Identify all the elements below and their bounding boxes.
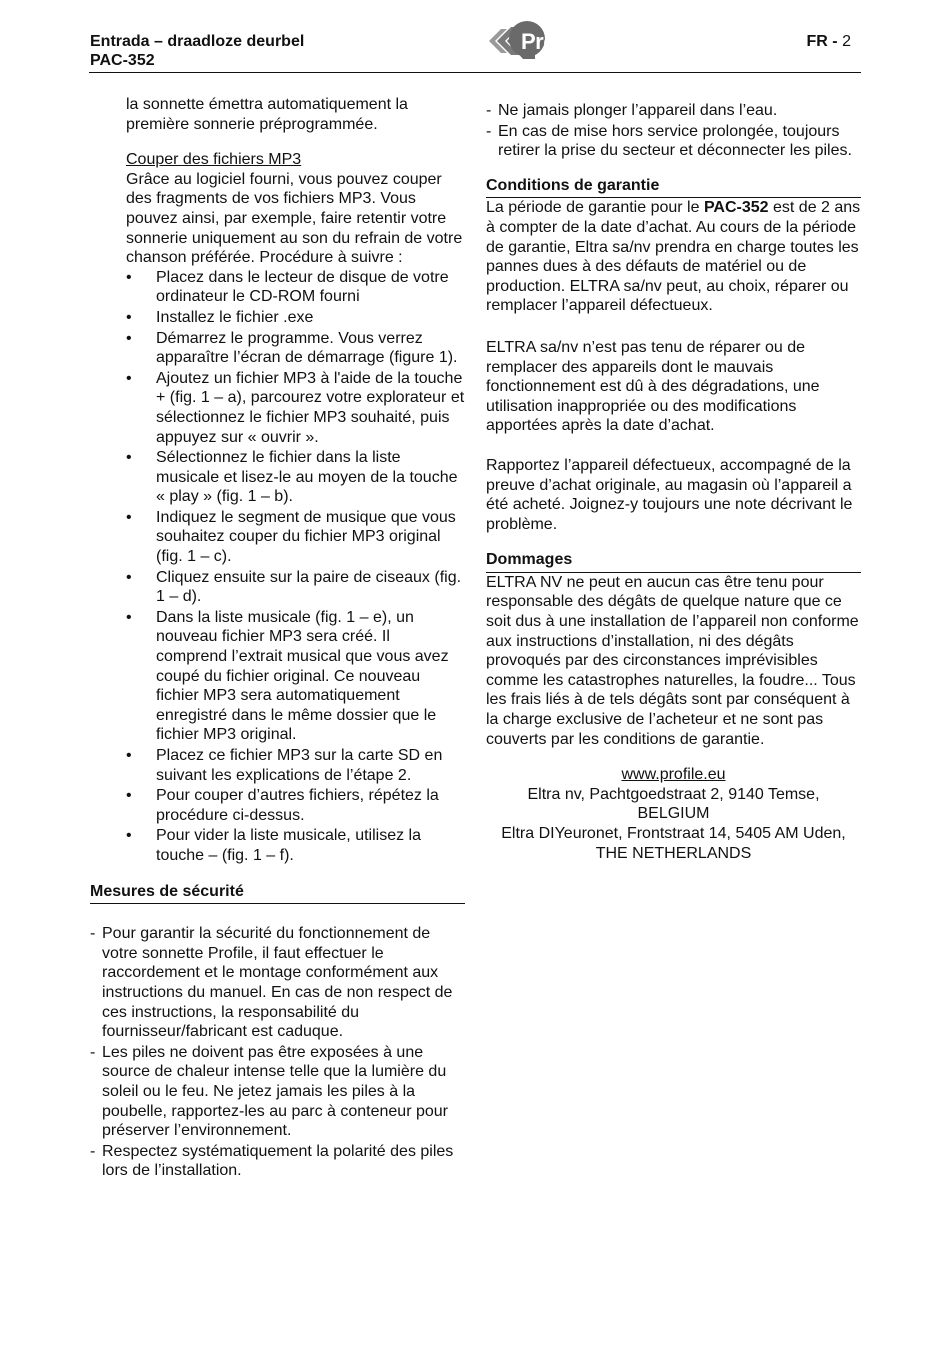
list-item [90,1043,465,1141]
bullet-icon: • [126,369,132,387]
header-divider [89,72,861,73]
list-item [126,508,465,567]
list-item [486,122,861,161]
page-number [807,32,851,51]
intro-paragraph: la sonnette émettra automatiquement la première sonnerie préprogrammée. [126,96,408,133]
bullet-icon: • [126,568,132,586]
bullet-icon: • [126,787,132,805]
list-item-text: Installez le fichier .exe [156,308,314,326]
logo-text: Profile [521,29,586,54]
list-item-text: Ajoutez un fichier MP3 à l'aide de la touche + (fig. 1 – a), parcourez votre explorateur et sélectionnez le fichier MP3 souhaité, puis appuyez sur « ouvrir ». [156,369,465,446]
dash-icon: - [90,1043,96,1061]
list-item [126,608,465,745]
list-item-text: Dans la liste musicale (fig. 1 – e), un nouveau fichier MP3 sera créé. Il comprend l’extrait musical que vous avez coupé du fichier original. Ce nouveau fichier MP3 sera automatiquement enregistré dans le même dossier que le fichier MP3 original. [156,608,449,744]
page-label: FR - [806,33,838,50]
warranty-heading: Conditions de garantie [486,176,861,199]
list-item [126,448,465,507]
warranty-p1-after: est de 2 ans à compter de la date d’achat. Au cours de la période de garantie, Eltra sa/nv prendra en charge toutes les pannes dues à des défauts de matériel ou de production. ELTRA sa/nv peut, au choix, réparer ou remplacer l’appareil défectueux. [486,199,861,315]
list-item-text: Pour vider la liste musicale, utilisez la touche – (fig. 1 – f). [156,827,421,864]
mp3-intro: Grâce au logiciel fourni, vous pouvez couper des fragments de vos fichiers MP3. Vous pouvez ainsi, par exemple, faire retentir votre sonnerie uniquement au son du refrain de votre chanson préférée. Procédure à suivre : [126,170,463,267]
list-item-text: Pour garantir la sécurité du fonctionnement de votre sonnette Profile, il faut effectuer le raccordement et le montage conformément aux instructions du manuel. En cas de non respect de ces instructions, la responsabilité du fournisseur/fabricant est caduque. [102,925,453,1041]
safety-list-right [486,101,861,161]
website-link[interactable]: www.profile.eu [621,766,726,784]
list-item-text: En cas de mise hors service prolongée, toujours retirer la prise du secteur et déconnecter les piles. [498,122,852,160]
list-item [126,568,465,607]
list-item-text: Les piles ne doivent pas être exposées à une source de chaleur intense telle que la lumière du soleil ou le feu. Ne jetez jamais les piles à la poubelle, rapportez-les au parc à conteneur pour préserver l’environnement. [102,1043,448,1140]
list-item-text: Indiquez le segment de musique que vous souhaitez couper du fichier MP3 original (fig. 1 – c). [156,508,456,566]
warranty-paragraph-2: ELTRA sa/nv n’est pas tenu de réparer ou de remplacer des appareils dont le mauvais fonctionnement est dû à des dégradations, une utilisation inappropriée ou des modifications apportées après la date d’achat. [486,338,820,435]
list-item-text: Démarrez le programme. Vous verrez apparaître l’écran de démarrage (figure 1). [156,329,458,367]
title-line-1: Entrada – draadloze deurbel [90,33,305,50]
list-item [90,924,465,1042]
damage-paragraph: ELTRA NV ne peut en aucun cas être tenu pour responsable des dégâts de quelque nature que ce soit dus à une installation de l’appareil non conforme aux instructions d’installation, ni des dégâts provoqués par des circonstances imprévisibles comme les catastrophes naturelles, la foudre... Tous les frais liés à de tels dégâts sont par conséquent à la charge exclusive de l’acheteur et ne sont pas couverts par les conditions de garantie. [486,573,859,748]
dash-icon: - [486,122,492,140]
list-item [126,786,465,825]
address-belgium-line-2: BELGIUM [637,805,710,823]
warranty-p1-model: PAC-352 [703,199,769,217]
list-item-text: Cliquez ensuite sur la paire de ciseaux (fig. 1 – d). [156,568,462,606]
list-item-text: Placez dans le lecteur de disque de votre ordinateur le CD-ROM fourni [156,268,449,306]
bullet-icon: • [126,268,132,286]
list-item-text: Pour couper d’autres fichiers, répétez la procédure ci-dessus. [156,787,439,824]
profile-logo [487,17,605,69]
left-column [90,95,465,1182]
list-item-text: Placez ce fichier MP3 sur la carte SD en suivant les explications de l’étape 2. [156,747,443,784]
right-column [486,101,861,863]
list-item [126,268,465,307]
dash-icon: - [90,925,96,943]
bullet-icon: • [126,827,132,845]
dash-icon: - [90,1142,96,1160]
warranty-paragraph-1 [486,198,861,316]
address-belgium-line-1: Eltra nv, Pachtgoedstraat 2, 9140 Temse, [527,785,820,803]
list-item-text: Respectez systématiquement la polarité des piles lors de l’installation. [102,1142,454,1180]
safety-list-left [90,924,465,1181]
page-number-value: 2 [842,33,851,50]
list-item [486,101,861,121]
damage-heading: Dommages [486,550,861,573]
list-item-text: Sélectionnez le fichier dans la liste musicale et lisez-le au moyen de la touche « play » (fig. 1 – b). [156,449,458,506]
list-item-text: Ne jamais plonger l’appareil dans l’eau. [498,102,778,119]
warranty-p1-before: La période de garantie pour le [486,199,704,217]
contact-block [486,765,861,863]
dash-icon: - [486,102,492,119]
address-netherlands-line-1: Eltra DIYeuronet, Frontstraat 14, 5405 AM Uden, [501,825,846,842]
title-line-2: PAC-352 [90,52,155,69]
bullet-icon: • [126,308,132,326]
bullet-icon: • [126,508,132,526]
list-item [126,369,465,447]
warranty-paragraph-3: Rapportez l’appareil défectueux, accompagné de la preuve d’achat originale, au magasin où l’appareil a été acheté. Joignez-y toujours une note décrivant le problème. [486,456,853,533]
bullet-icon: • [126,608,132,626]
safety-heading: Mesures de sécurité [90,882,465,905]
bullet-icon: • [126,329,132,347]
document-title [90,32,304,70]
mp3-heading: Couper des fichiers MP3 [126,151,302,169]
mp3-steps-list [90,268,465,866]
list-item [126,308,465,328]
list-item [126,826,465,865]
bullet-icon: • [126,449,132,467]
list-item [90,1142,465,1181]
list-item [126,746,465,785]
list-item [126,329,465,368]
address-netherlands-line-2: THE NETHERLANDS [595,844,752,862]
bullet-icon: • [126,747,132,764]
